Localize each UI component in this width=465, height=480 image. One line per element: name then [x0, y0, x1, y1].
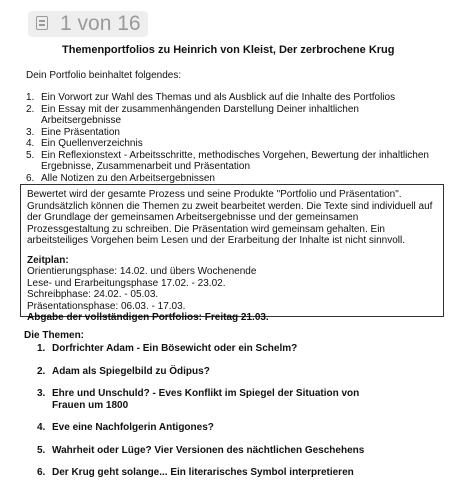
list-text: Der Krug geht solange... Ein literarisches Symbol interpretieren: [52, 467, 354, 478]
list-text: Ein Vorwort zur Wahl des Themas und als Ausblick auf die Inhalte des Portfolios: [41, 92, 396, 103]
list-text: Adam als Spiegelbild zu Ödipus?: [52, 365, 210, 377]
schedule-line: Präsentationsphase: 06.03. - 17.03.: [27, 300, 186, 312]
schedule-line: Orientierungsphase: 14.02. und übers Wochenende: [27, 266, 257, 277]
list-number: 3.: [26, 126, 35, 138]
list-item: [37, 366, 437, 378]
list-text: Eine Präsentation: [41, 126, 120, 138]
list-text: Ein Reflexionstext - Arbeitsschritte, methodisches Vorgehen, Bewertung der inhaltlichen Ergebnisse, Zusammenarbeit und Präsentation: [41, 149, 429, 172]
portfolio-parts-list: [26, 92, 436, 184]
list-item: [37, 388, 382, 411]
list-number: 2.: [26, 103, 35, 115]
themes-heading: Die Themen:: [24, 330, 85, 341]
page-thumbnails-icon[interactable]: [36, 16, 48, 30]
schedule-heading: Zeitplan:: [27, 254, 69, 266]
schedule-line: Schreibphase: 24.02. - 05.03.: [27, 289, 159, 300]
list-number: 1.: [26, 92, 35, 103]
list-text: Alle Notizen zu den Arbeitsergebnissen: [41, 172, 215, 184]
list-text: Wahrheit oder Lüge? Vier Versionen des nächtlichen Geschehens: [52, 444, 365, 456]
list-item: [37, 445, 437, 457]
list-item: [37, 467, 437, 479]
list-number: 4.: [37, 422, 46, 433]
list-item: [37, 422, 437, 434]
list-item: [26, 92, 436, 104]
list-item: [26, 138, 436, 150]
list-item: [26, 150, 436, 173]
list-number: 6.: [37, 467, 46, 478]
list-number: 5.: [37, 444, 46, 456]
list-text: Eve eine Nachfolgerin Antigones?: [52, 422, 214, 433]
list-text: Ehre und Unschuld? - Eves Konflikt im Spiegel der Situation von Frauen um 1800: [52, 388, 360, 411]
list-number: 3.: [37, 388, 46, 399]
list-item: [26, 104, 436, 127]
document-title: Themenportfolios zu Heinrich von Kleist, Der zerbrochene Krug: [62, 44, 395, 56]
list-number: 6.: [26, 172, 35, 184]
intro-text: Dein Portfolio beinhaltet folgendes:: [26, 70, 182, 81]
list-number: 1.: [37, 343, 46, 354]
list-text: Ein Essay mit der zusammenhängenden Darstellung Deiner inhaltlichen Arbeitsergebnisse: [41, 103, 359, 126]
page-counter[interactable]: [28, 11, 148, 37]
deadline-line: Abgabe der vollständigen Portfolios: Freitag 21.03.: [27, 312, 269, 323]
list-item: [26, 127, 436, 139]
list-text: Ein Quellenverzeichnis: [41, 138, 143, 149]
assessment-box: [20, 184, 444, 323]
list-number: 2.: [37, 365, 46, 377]
list-text: Dorfrichter Adam - Ein Bösewicht oder ein Schelm?: [52, 343, 298, 354]
page-counter-text: 1 von 16: [60, 12, 141, 35]
schedule-line: Lese- und Erarbeitungsphase 17.02. - 23.02.: [27, 277, 226, 289]
list-number: 5.: [26, 149, 35, 161]
list-item: [26, 173, 436, 185]
themes-list: [37, 343, 437, 479]
assessment-paragraph: Bewertet wird der gesamte Prozess und seine Produkte "Portfolio und Präsentation". Grundsätzlich können die Themen zu zweit bearbeitet werden. Die Texte sind individuell auf der Grundlage der gemeinsamen Arbeitsergebnisse und der gemeinsamen Prozessgestaltung zu schreiben. Die Präsentation wird gemeinsam gehalten. Ein arbeitsteiliges Vorgehen beim Lesen und der Erarbeitung der Inhalte ist nicht sinnvoll.: [27, 189, 433, 246]
list-number: 4.: [26, 138, 35, 149]
list-item: [37, 343, 437, 355]
